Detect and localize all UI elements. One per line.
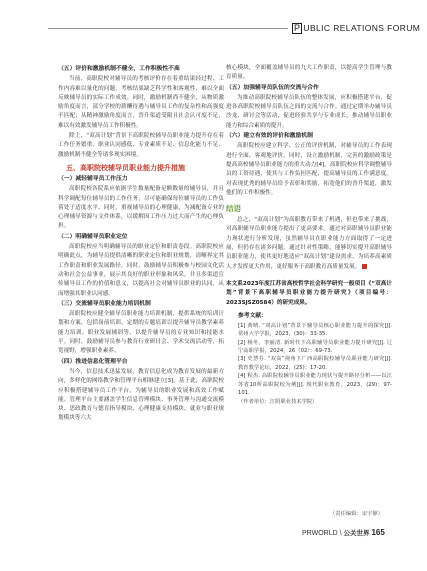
reference-item: [4] 程杰. 高职院校辅导员职业能力现状与提升路径分析——以江苏省10所高职院校为例[J]. 现代职业教育，2023，(29)：97-101. bbox=[238, 373, 392, 397]
end-of-article-icon bbox=[362, 264, 367, 269]
paragraph-continued: 核心模块，全面覆盖辅导员的九大工作职责，以提高学生管理与教育质量。 bbox=[226, 65, 392, 81]
magazine-section-title bbox=[292, 23, 420, 34]
paragraph: 当今，信息技术迅猛发展，教育信息化成为教育发展的最新方向，多样化的网络教学和管理平台相继建立[3]。基于此，高职院校应积极搭建辅导员工作平台，为辅导员的职业发展和高效工作赋能。管理平台主要涵盖学生信息管理模块、事务管理与沟通交流模块、思政教育与德育指导模块、心理健康支持模块、就业与职业规划模块等六大 bbox=[58, 368, 224, 422]
right-column bbox=[226, 64, 392, 407]
conclusion-heading: 结语 bbox=[226, 204, 241, 214]
subheading-1: （一）减轻辅导员工作压力 bbox=[58, 175, 128, 182]
reference-item: [2] 杨冬，李丽清. 新时代下高职辅导员职业能力提升研究[J]. 辽宁高职学报，2024，26（02）：69-73. bbox=[238, 339, 392, 355]
page-footer bbox=[302, 528, 385, 537]
subheading-2: （二）明确辅导员职业定位 bbox=[58, 233, 128, 240]
paragraph: 高职院校应建立科学、公正的评价机制，对辅导员的工作表现进行全面、客观地评价。同时，设立激励机制，完善的激励政策是提高高校辅导员职业能力的重大动力[4]。高职院校应科学调整辅导员的工资待遇，使其与工作负担匹配，提高辅导员的工作满意度。对表现优秀的辅导员给予表彰和奖励，拓宽他们的晋升渠道，激发他们的工作积极性。 bbox=[226, 143, 392, 196]
section-heading: 五、高职院校辅导员职业能力提升措施 bbox=[66, 163, 185, 172]
paragraph: 为推动高职院校辅导员队伍的整体发展，应积极搭建平台，促进各高职院校辅导员队伍之间的交流与合作。通过定期举办辅导员沙龙、研讨会等活动，促进经验共享与专业成长，推动辅导员职业能力和综合素质的提升。 bbox=[226, 94, 392, 129]
header-rule bbox=[48, 28, 288, 29]
brand-initial-box: P bbox=[294, 23, 301, 33]
paragraph: 高职院校应当明确辅导员的职业定位和职责卷段。高职院校应明确此点，为辅导员提供清晰的职业定位和职业规划，清晰界定其工作职责和职业发展路径。同时，鼓励辅导员积极参与校园文化活动和社会公益事业，展示其良好的职业形象和风采，并且多渠道宣传辅导员工作的价值和意义，以提高社会对辅导员职业的认同，从而增强其职业认同感。 bbox=[58, 244, 224, 297]
page-number: 165 bbox=[371, 528, 385, 537]
author-affiliation: （作者单位：江阴职业技术学院） bbox=[238, 399, 318, 406]
subheading-5: （五）评价和激励机制不健全，工作积极性不高 bbox=[58, 66, 180, 72]
paragraph: 除上，“双高计划”背景下高职院校辅导员职业能力提升存在着工作任务繁重、职业认同感低、专业素质不足、信息化能力不足、激励机制不健全等诸多现实困境。 bbox=[58, 133, 224, 158]
brand-text: UBLIC RELATIONS FORUM bbox=[303, 23, 421, 33]
references-title: 参考文献： bbox=[238, 312, 267, 319]
paragraph: 高职院校应健全辅导员职业能力培训机制，提供系统的培训计划和方案，包括岗前培训、定期的专题培训以提升辅导员教学素养能力培训、职业发展辅训等，以提升辅导员的专业知识和技能水平。同时，鼓励辅导员参与教育行业研讨会、学术交流活动等，拓宽视野，增强职业素养。 bbox=[58, 311, 224, 355]
left-column bbox=[58, 64, 224, 425]
footer-separator: \ bbox=[339, 530, 342, 537]
subheading-3: （三）交流辅导员职业能力培训机制 bbox=[58, 300, 151, 307]
footer-brand: PRWORLD bbox=[302, 530, 338, 537]
reference-item: [3] 史慧芬. “双高”视角下广西高职院校辅导员职业能力研究[J]. 教育教学论坛，2022，(25)：17-20. bbox=[238, 356, 392, 371]
footer-magazine-name: 公关世界 bbox=[343, 529, 370, 537]
subheading-6: （六）建立有效的评价和激励机制 bbox=[226, 133, 313, 140]
conclusion-text: 总之，“双高计划”为高职教育带来了机遇，但也带来了挑战，对高职辅导员职业能力提出了更高要求。通过对高职辅导员职业能力现状进行分析发现，虽然辅导员在职业能力方面取得了一定进展，但仍存在诸多问题。通过针对性策略，能够切实提升高职辅导员职业能力，使其更好地适应“双高计划”建设需求，为培养高素质人才发挥更大作用，更好服务于高职教育高质量发展。 bbox=[226, 217, 392, 270]
subheading-5r: （五）加强辅导员队伍的交流与合作 bbox=[226, 84, 319, 91]
conclusion-paragraph bbox=[226, 216, 392, 272]
subheading-4: （四）推进信息化管理平台 bbox=[58, 358, 128, 365]
reference-item: [1] 黄晴. “双高计划”背景下辅导员核心职业能力提升的探究[J]. 常州大学学报，2023，(30)：33-35. bbox=[238, 322, 392, 338]
paragraph: 当前，高职院校对辅导员的考核评价存在着重结果轻过程、工作内容难以量化的问题，考核结果缺乏科学性和客观性，难以全面反映辅导员的实际工作成效。同时，激励机制尚不健全，从物质激励角度而言，部分学校的薪酬待遇与辅导员工作的复杂性和高强度不匹配；从精神激励角度而言，晋升渠道受限且社会认可度不足，难以有效激发辅导员工作积极性。 bbox=[58, 76, 224, 129]
editor-credit: （责任编辑：宋宇静） bbox=[330, 511, 383, 517]
paragraph: 高职院校各院系应依据学生数量配备足额数量的辅导员，并且科学调配每位辅导员的工作任务，尽可能确保每位辅导员的工作负荷处于适度水平。同时，重视辅导员的心理健康，为减配备专业的心理辅导资源与文件体系，以缓解因工作压力过大而产生的心理负担。 bbox=[58, 186, 224, 230]
funding-note: 本文系2023年度江苏省高校哲学社会科学研究一般项目《“双高计划”背景下高职辅导员职业能力提升研究》（项目编号：2023SJSZ0584）的研究成果。 bbox=[226, 280, 392, 306]
